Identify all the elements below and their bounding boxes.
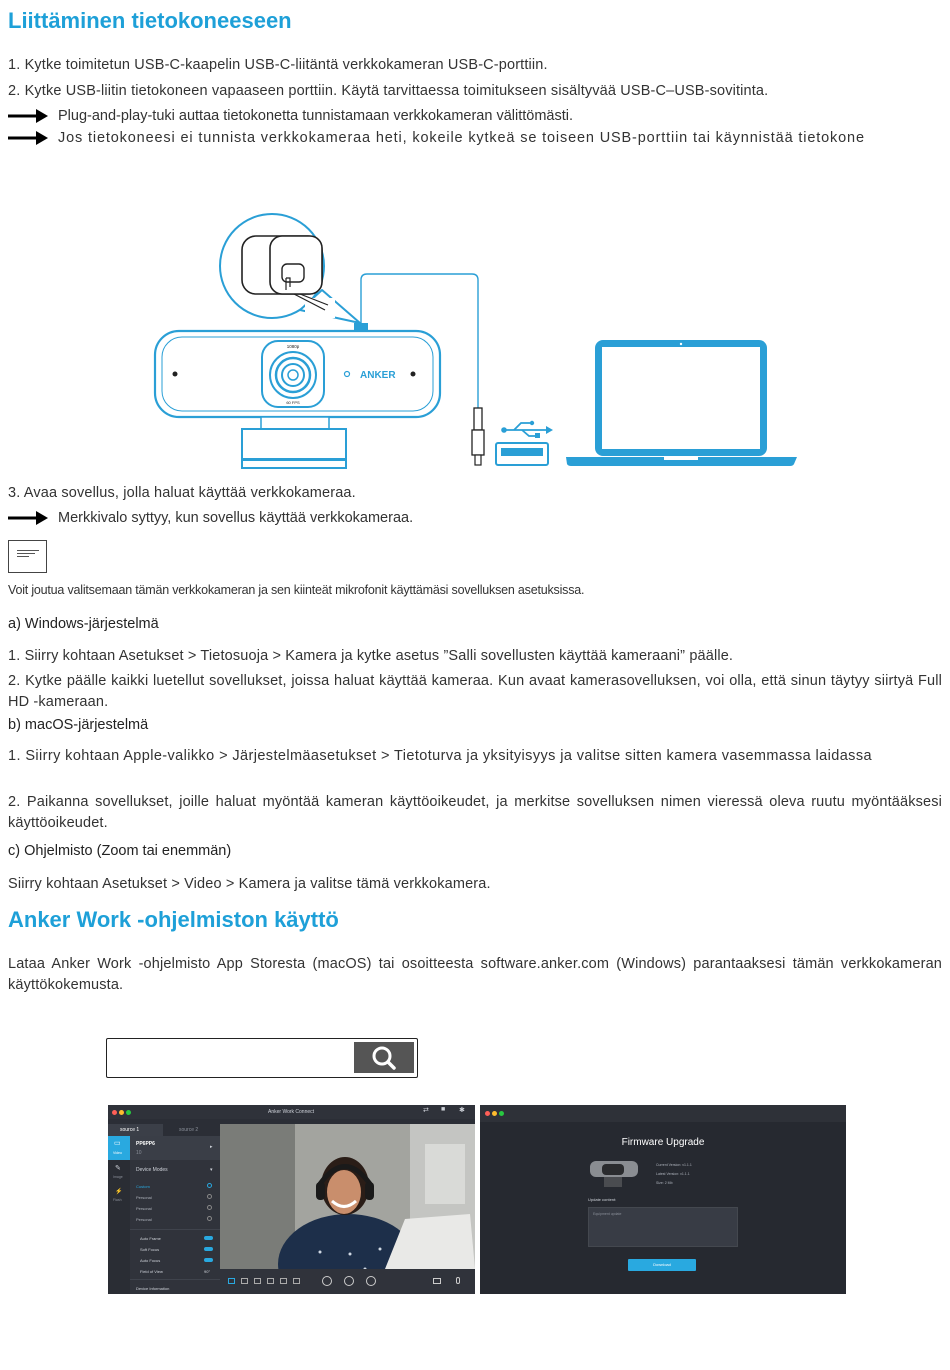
webcam-brand-label: ANKER xyxy=(360,370,396,381)
section-title-connect: Liittäminen tietokoneeseen xyxy=(8,8,292,33)
pause-icon[interactable] xyxy=(322,1276,332,1286)
test-icon[interactable]: ■ xyxy=(441,1106,446,1113)
anker-work-intro: Lataa Anker Work -ohjelmisto App Storesta (macOS) tai osoitteesta software.anker.com (Windows) parantaaksesi tämän verkkokameran käyttökokemusta. xyxy=(8,956,942,993)
window-title: Anker Work Connect xyxy=(268,1109,315,1115)
section-title-anker-work: Anker Work -ohjelmiston käyttö xyxy=(8,907,339,932)
fov-select[interactable]: 90° xyxy=(204,1269,211,1274)
arrow-note-1 xyxy=(8,105,942,127)
mode-radio-selected[interactable] xyxy=(207,1183,212,1188)
rail-video[interactable]: ▭ Video xyxy=(108,1136,130,1160)
windows-heading: a) Windows-järjestelmä xyxy=(8,616,159,632)
soft-focus-toggle[interactable] xyxy=(204,1247,213,1251)
note-icon xyxy=(8,540,47,573)
step-3: 3. Avaa sovellus, jolla haluat käyttää verkkokameraa. xyxy=(8,485,356,501)
firmware-upgrade-screenshot: Firmware Upgrade Current Version: v1.1.1 Latest Version: v1.1.1 Size: 2 Mb Update content: Equipment update Download xyxy=(480,1105,846,1294)
arrow-note-3-text: Merkkivalo syttyy, kun sovellus käyttää verkkokameraa. xyxy=(58,510,414,526)
arrow-note-2-text: Jos tietokoneesi ei tunnista verkkokameraa heti, kokeile kytkeä se toiseen USB-porttiin tai käynnistää tietokone xyxy=(58,130,865,146)
record-icon[interactable] xyxy=(344,1276,354,1286)
windows-item-2: 2. Kytke päälle kaikki luetellut sovellukset, joissa haluat käyttää kameraa. Kun avaat kamerasovelluksen, voi olla, että sinun täytyy siirtyä Full HD -kameraan. xyxy=(8,673,942,710)
mode-radio[interactable] xyxy=(207,1194,212,1199)
mode-radio[interactable] xyxy=(207,1205,212,1210)
monitor-icon: ▭ xyxy=(114,1140,121,1147)
arrow-right-icon xyxy=(8,511,48,525)
tab-source-2[interactable]: source 2 xyxy=(163,1124,218,1136)
bottom-toolbar xyxy=(220,1269,475,1294)
snapshot-icon[interactable] xyxy=(366,1276,376,1286)
icon-rail: ▭ Video ✎ Image ⚡ Flash xyxy=(108,1136,130,1294)
layout-5-icon[interactable] xyxy=(280,1278,287,1284)
device-information-link[interactable]: Device Information xyxy=(136,1286,170,1291)
device-card[interactable]: PP6PP6 10 ▸ xyxy=(130,1136,220,1160)
person-video-image xyxy=(220,1124,475,1269)
layout-3-icon[interactable] xyxy=(254,1278,261,1284)
download-button[interactable]: Download xyxy=(628,1259,696,1271)
note-text: Voit joutua valitsemaan tämän verkkokameran ja sen kiinteät mikrofonit käyttämäsi sovelluksen asetuksissa. xyxy=(8,583,585,597)
arrow-note-1-text: Plug-and-play-tuki auttaa tietokonetta tunnistamaan verkkokameran välittömästi. xyxy=(58,108,574,124)
auto-focus-toggle[interactable] xyxy=(204,1258,213,1262)
arrow-right-icon xyxy=(8,131,48,145)
flash-icon[interactable]: ⚡ xyxy=(115,1189,123,1195)
step-1: 1. Kytke toimitetun USB-C-kaapelin USB-C-liitäntä verkkokameran USB-C-porttiin. xyxy=(8,57,548,73)
layout-4-icon[interactable] xyxy=(267,1278,274,1284)
microphone-icon[interactable] xyxy=(456,1277,460,1284)
firmware-title: Firmware Upgrade xyxy=(621,1137,705,1148)
software-item-1: Siirry kohtaan Asetukset > Video > Kamera ja valitse tämä verkkokamera. xyxy=(8,876,491,892)
webcam-connection-illustration xyxy=(150,198,800,476)
settings-panel: PP6PP6 10 ▸ Device Modes ▾ Custom Personal Personal Personal Auto Frame Soft Focus Auto Focus Field of View 90° Device Information xyxy=(130,1136,220,1294)
device-modes-label: Device Modes xyxy=(136,1167,168,1173)
search-bar[interactable] xyxy=(106,1038,418,1078)
anker-work-app-screenshot xyxy=(108,1105,475,1294)
step-2: 2. Kytke USB-liitin tietokoneen vapaaseen porttiin. Käytä tarvittaessa toimitukseen sisältyvää USB-C–USB-sovitinta. xyxy=(8,83,769,99)
mode-radio[interactable] xyxy=(207,1216,212,1221)
arrow-note-3 xyxy=(8,507,942,529)
tab-source-1[interactable]: source 1 xyxy=(108,1124,163,1136)
arrow-note-2 xyxy=(8,127,942,149)
update-content-box: Equipment update xyxy=(588,1207,738,1247)
search-icon xyxy=(354,1042,414,1073)
layout-1-icon[interactable] xyxy=(228,1278,235,1284)
windows-item-1: 1. Siirry kohtaan Asetukset > Tietosuoja > Kamera ja kytke asetus ”Salli sovellusten käyttää kameraani” päälle. xyxy=(8,648,734,664)
layout-6-icon[interactable] xyxy=(293,1278,300,1284)
macos-item-2: 2. Paikanna sovellukset, joille haluat myöntää kameran käyttöoikeudet, ja merkitse sovelluksen nimen vieressä oleva ruutu myöntääksesi käyttöoikeudet. xyxy=(8,794,942,831)
switch-icon[interactable]: ⇄ xyxy=(423,1107,429,1114)
update-content-label: Update content: xyxy=(588,1197,617,1202)
webcam-device-image xyxy=(588,1157,640,1191)
auto-frame-toggle[interactable] xyxy=(204,1236,213,1240)
settings-icon[interactable]: ✱ xyxy=(459,1107,465,1114)
arrow-right-icon xyxy=(8,109,48,123)
title-bar xyxy=(108,1105,475,1119)
macos-heading: b) macOS-järjestelmä xyxy=(8,717,149,733)
layout-2-icon[interactable] xyxy=(241,1278,248,1284)
svg-text:60 FPS: 60 FPS xyxy=(286,400,300,405)
svg-text:1080p: 1080p xyxy=(286,344,300,349)
search-button[interactable] xyxy=(354,1042,414,1073)
video-preview xyxy=(220,1124,475,1269)
chevron-down-icon: ▾ xyxy=(210,1167,213,1173)
software-heading: c) Ohjelmisto (Zoom tai enemmän) xyxy=(8,843,232,859)
brush-icon[interactable]: ✎ xyxy=(115,1165,121,1172)
macos-item-1: 1. Siirry kohtaan Apple-valikko > Järjestelmäasetukset > Tietoturva ja yksityisyys ja valitse sitten kamera vasemmassa laidassa xyxy=(8,748,872,764)
folder-icon[interactable] xyxy=(433,1278,441,1284)
